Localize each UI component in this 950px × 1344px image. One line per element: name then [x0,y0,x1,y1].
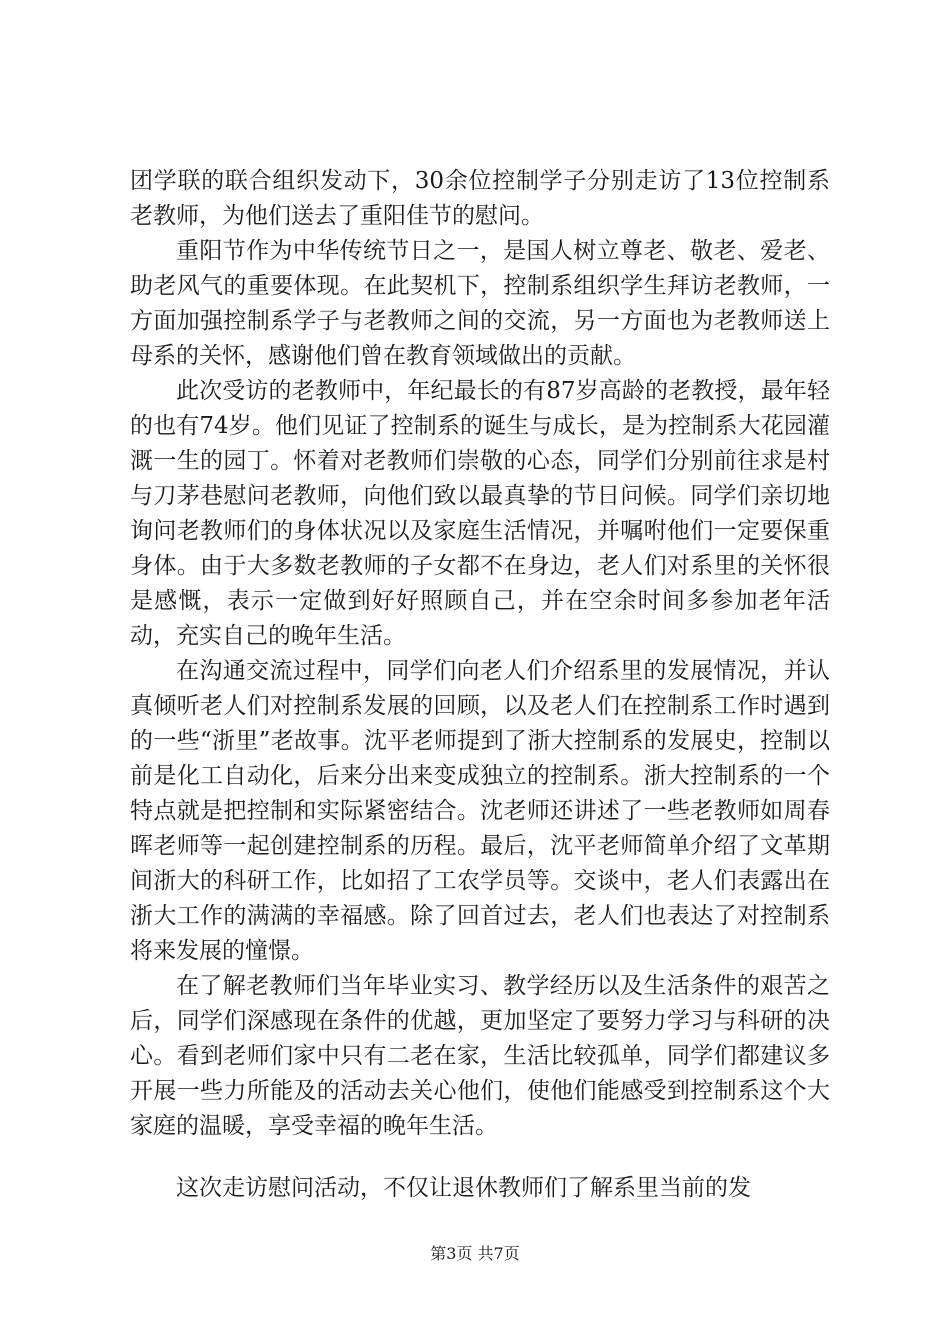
paragraph-visited-teachers: 此次受访的老教师中，年纪最长的有87岁高龄的老教授，最年轻的也有74岁。他们见证了控制系的诞生与成长，是为控制系大花园灌溉一生的园丁。怀着对老教师们崇敬的心态，同学们分别前往求是村与刀茅巷慰问老教师，向他们致以最真挚的节日问候。同学们亲切地询问老教师们的身体状况以及家庭生活情况，并嘱咐他们一定要保重身体。由于大多数老教师的子女都不在身边，老人们对系里的关怀很是感慨，表示一定做到好好照顾自己，并在空余时间多参加老年活动，充实自己的晚年生活。 [130,378,830,649]
paragraph-continuation: 团学联的联合组织发动下，30余位控制学子分别走访了13位控制系老教师，为他们送去了重阳佳节的慰问。 [130,168,830,229]
document-body [130,164,830,1206]
paragraph-communication: 在沟通交流过程中，同学们向老人们介绍系里的发展情况，并认真倾听老人们对控制系发展的回顾，以及老人们在控制系工作时遇到的一些“浙里”老故事。沈平老师提到了浙大控制系的发展史，控制以前是化工自动化，后来分出来变成独立的控制系。浙大控制系的一个特点就是把控制和实际紧密结合。沈老师还讲述了一些老教师如周春晖老师等一起创建控制系的历程。最后，沈平老师简单介绍了文革期间浙大的科研工作，比如招了工农学员等。交谈中，老人们表露出在浙大工作的满满的幸福感。除了回首过去，老人们也表达了对控制系将来发展的憧憬。 [130,658,830,964]
paragraph-conclusion: 这次走访慰问活动，不仅让退休教师们了解系里当前的发 [176,1175,751,1201]
paragraph-double-ninth: 重阳节作为中华传统节日之一，是国人树立尊老、敬老、爱老、助老风气的重要体现。在此契机下，控制系组织学生拜访老教师，一方面加强控制系学子与老教师之间的交流，另一方面也为老教师送上母系的关怀，感谢他们曾在教育领域做出的贡献。 [130,238,830,369]
paragraph-reflection: 在了解老教师们当年毕业实习、教学经历以及生活条件的艰苦之后，同学们深感现在条件的优越，更加坚定了要努力学习与科研的决心。看到老师们家中只有二老在家，生活比较孤单，同学们都建议多开展一些力所能及的活动去关心他们，使他们能感受到控制系这个大家庭的温暖，享受幸福的晚年生活。 [130,973,830,1139]
page-number-footer: 第3页 共7页 [430,1244,520,1263]
